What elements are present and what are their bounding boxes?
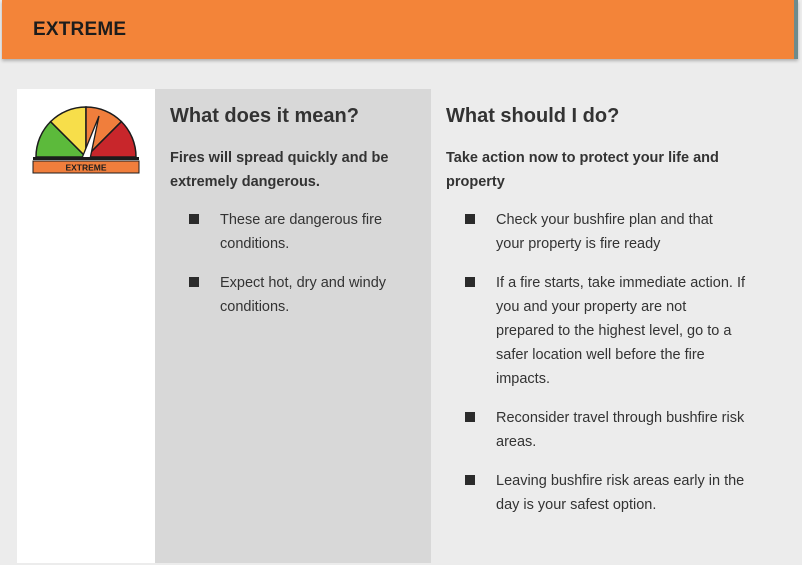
list-item [189, 271, 419, 319]
bullet-square-icon [189, 214, 199, 224]
list-item [465, 208, 745, 256]
list-item [465, 406, 745, 454]
meaning-column [155, 89, 431, 563]
bullet-text: Reconsider travel through bushfire risk areas. [496, 410, 745, 450]
bullet-text: These are dangerous fire conditions. [220, 212, 383, 252]
meaning-lead: Fires will spread quickly and be extremely dangerous. [170, 150, 389, 190]
meaning-heading: What does it mean? [170, 105, 359, 127]
list-item [465, 271, 745, 391]
gauge-column [17, 89, 155, 563]
bullet-text: Leaving bushfire risk areas early in the day is your safest option. [496, 473, 745, 513]
rating-panel [17, 89, 775, 563]
bullet-text: Check your bushfire plan and that your property is fire ready [496, 212, 713, 252]
action-heading: What should I do? [446, 105, 620, 127]
action-column [431, 89, 775, 563]
action-bullets [465, 208, 745, 532]
meaning-bullets [189, 208, 419, 334]
bullet-square-icon [465, 475, 475, 485]
bullet-square-icon [189, 277, 199, 287]
bullet-square-icon [465, 277, 475, 287]
bullet-square-icon [465, 412, 475, 422]
list-item [189, 208, 419, 256]
gauge-label: EXTREME [65, 162, 107, 173]
list-item [465, 469, 745, 517]
rating-title: EXTREME [33, 19, 127, 40]
gauge-base [33, 157, 139, 160]
fire-danger-rating-gauge-icon [31, 103, 143, 175]
action-lead: Take action now to protect your life and property [446, 150, 719, 190]
header-edge [794, 0, 798, 59]
bullet-text: If a fire starts, take immediate action. If you and your property are not prepared to the highest level, go to a safer location well before the fire impacts. [496, 275, 746, 387]
bullet-square-icon [465, 214, 475, 224]
rating-header-bar [2, 0, 798, 59]
bullet-text: Expect hot, dry and windy conditions. [220, 275, 387, 315]
